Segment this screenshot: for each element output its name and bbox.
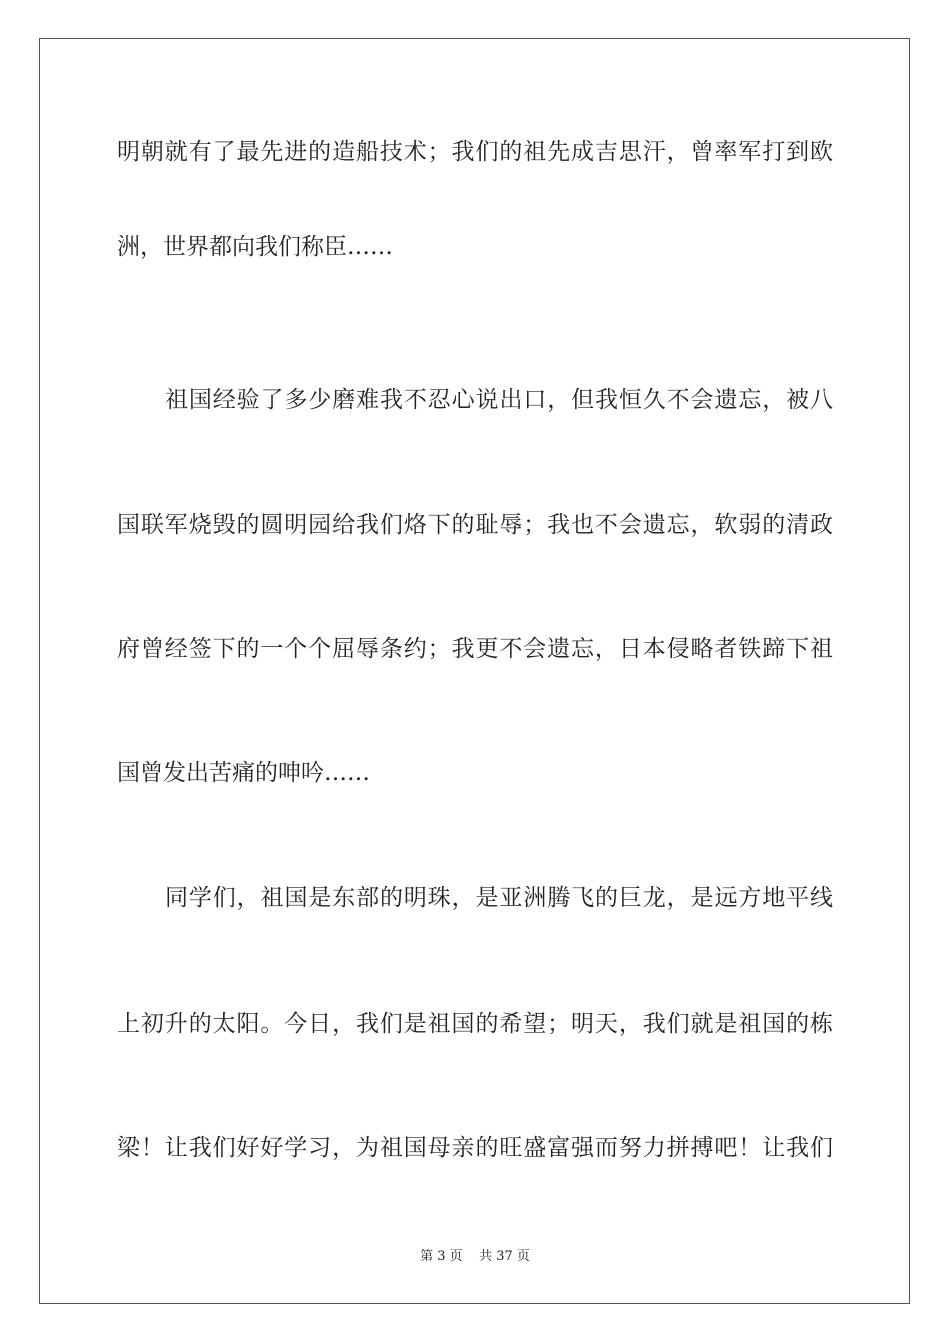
- text-line: 洲，世界都向我们称臣……: [117, 234, 393, 260]
- text-line: 国联军烧毁的圆明园给我们烙下的耻辱；我也不会遗忘，软弱的清政: [117, 512, 833, 538]
- text-line: 祖国经验了多少磨难我不忍心说出口，但我恒久不会遗忘，被八: [165, 387, 833, 413]
- text-line: 梁！让我们好好学习，为祖国母亲的旺盛富强而努力拼搏吧！让我们: [117, 1135, 833, 1161]
- page-number: 第 3 页 共 37 页: [420, 1249, 530, 1264]
- text-line: 明朝就有了最先进的造船技术；我们的祖先成吉思汗，曾率军打到欧: [117, 139, 833, 165]
- text-line: 府曾经签下的一个个屈辱条约；我更不会遗忘，日本侵略者铁蹄下祖: [117, 636, 833, 662]
- text-line: 上初升的太阳。今日，我们是祖国的希望；明天，我们就是祖国的栋: [117, 1011, 833, 1037]
- page-border: [39, 38, 910, 1304]
- text-line: 同学们，祖国是东部的明珠，是亚洲腾飞的巨龙，是远方地平线: [165, 885, 833, 911]
- text-line: 国曾发出苦痛的呻吟……: [117, 760, 370, 786]
